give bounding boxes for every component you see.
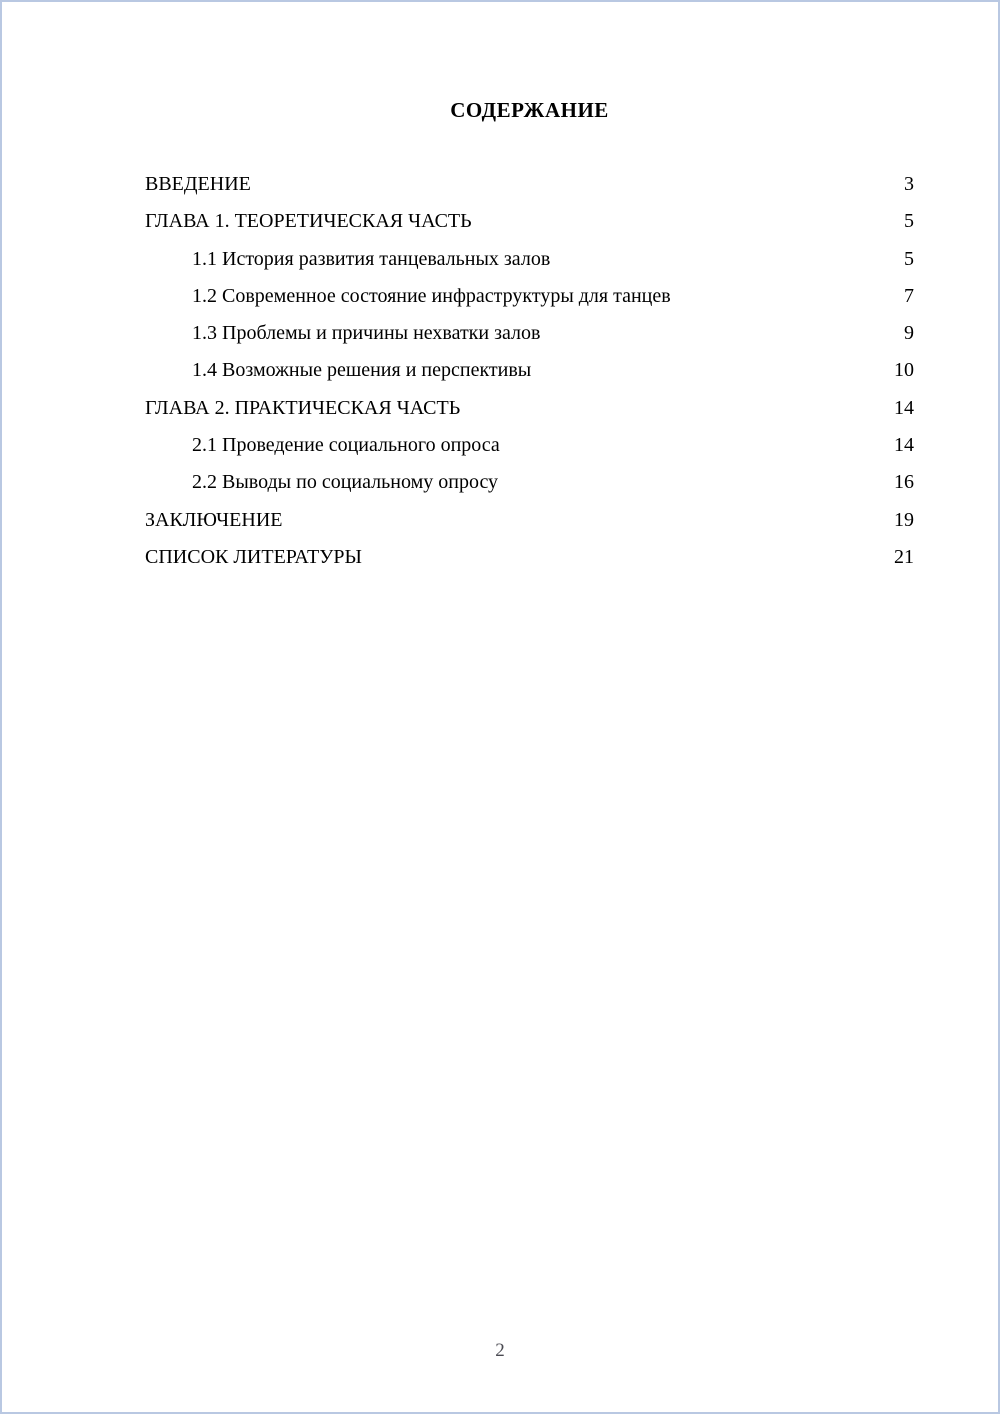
toc-entry-label: ЗАКЛЮЧЕНИЕ: [145, 508, 283, 531]
toc-entry: [145, 464, 914, 501]
toc-entry-label: 1.4 Возможные решения и перспективы: [192, 359, 532, 382]
page-number-footer: 2: [495, 1340, 505, 1361]
toc-entry-page-number: 14: [894, 396, 914, 419]
toc-entry-page-number: 10: [894, 359, 914, 382]
toc-entry-page-number: 9: [904, 322, 914, 345]
toc-entry: [145, 352, 914, 389]
toc-entry-label: 1.3 Проблемы и причины нехватки залов: [192, 322, 541, 345]
toc-entry-label: 1.1 История развития танцевальных залов: [192, 247, 551, 270]
toc-entry: [145, 390, 914, 427]
toc-entry-page-number: 16: [894, 471, 914, 494]
toc-entry: [145, 427, 914, 464]
toc-entry: [145, 241, 914, 278]
toc-entry-label: 2.2 Выводы по социальному опросу: [192, 471, 499, 494]
toc-entry-page-number: 5: [904, 210, 914, 233]
table-of-contents: [145, 166, 914, 576]
toc-entry: [145, 278, 914, 315]
toc-entry-page-number: 21: [894, 545, 914, 568]
toc-entry-label: ГЛАВА 1. ТЕОРЕТИЧЕСКАЯ ЧАСТЬ: [145, 210, 472, 233]
toc-entry-label: ВВЕДЕНИЕ: [145, 173, 251, 195]
toc-entry-page-number: 7: [904, 284, 914, 307]
toc-entry-page-number: 5: [904, 247, 914, 270]
page-title: СОДЕРЖАНИЕ: [450, 98, 609, 122]
toc-entry-page-number: 14: [894, 434, 914, 457]
toc-entry: [145, 203, 914, 240]
toc-entry-page-number: 19: [894, 508, 914, 531]
toc-entry: [145, 166, 914, 203]
toc-entry-label: 2.1 Проведение социального опроса: [192, 434, 500, 457]
toc-entry-label: СПИСОК ЛИТЕРАТУРЫ: [145, 545, 362, 568]
toc-entry: [145, 539, 914, 576]
toc-entry: [145, 315, 914, 352]
toc-entry-label: ГЛАВА 2. ПРАКТИЧЕСКАЯ ЧАСТЬ: [145, 396, 461, 419]
toc-entry-label: 1.2 Современное состояние инфраструктуры для танцев: [192, 284, 671, 307]
toc-entry: [145, 502, 914, 539]
toc-entry-page-number: 3: [904, 173, 914, 195]
